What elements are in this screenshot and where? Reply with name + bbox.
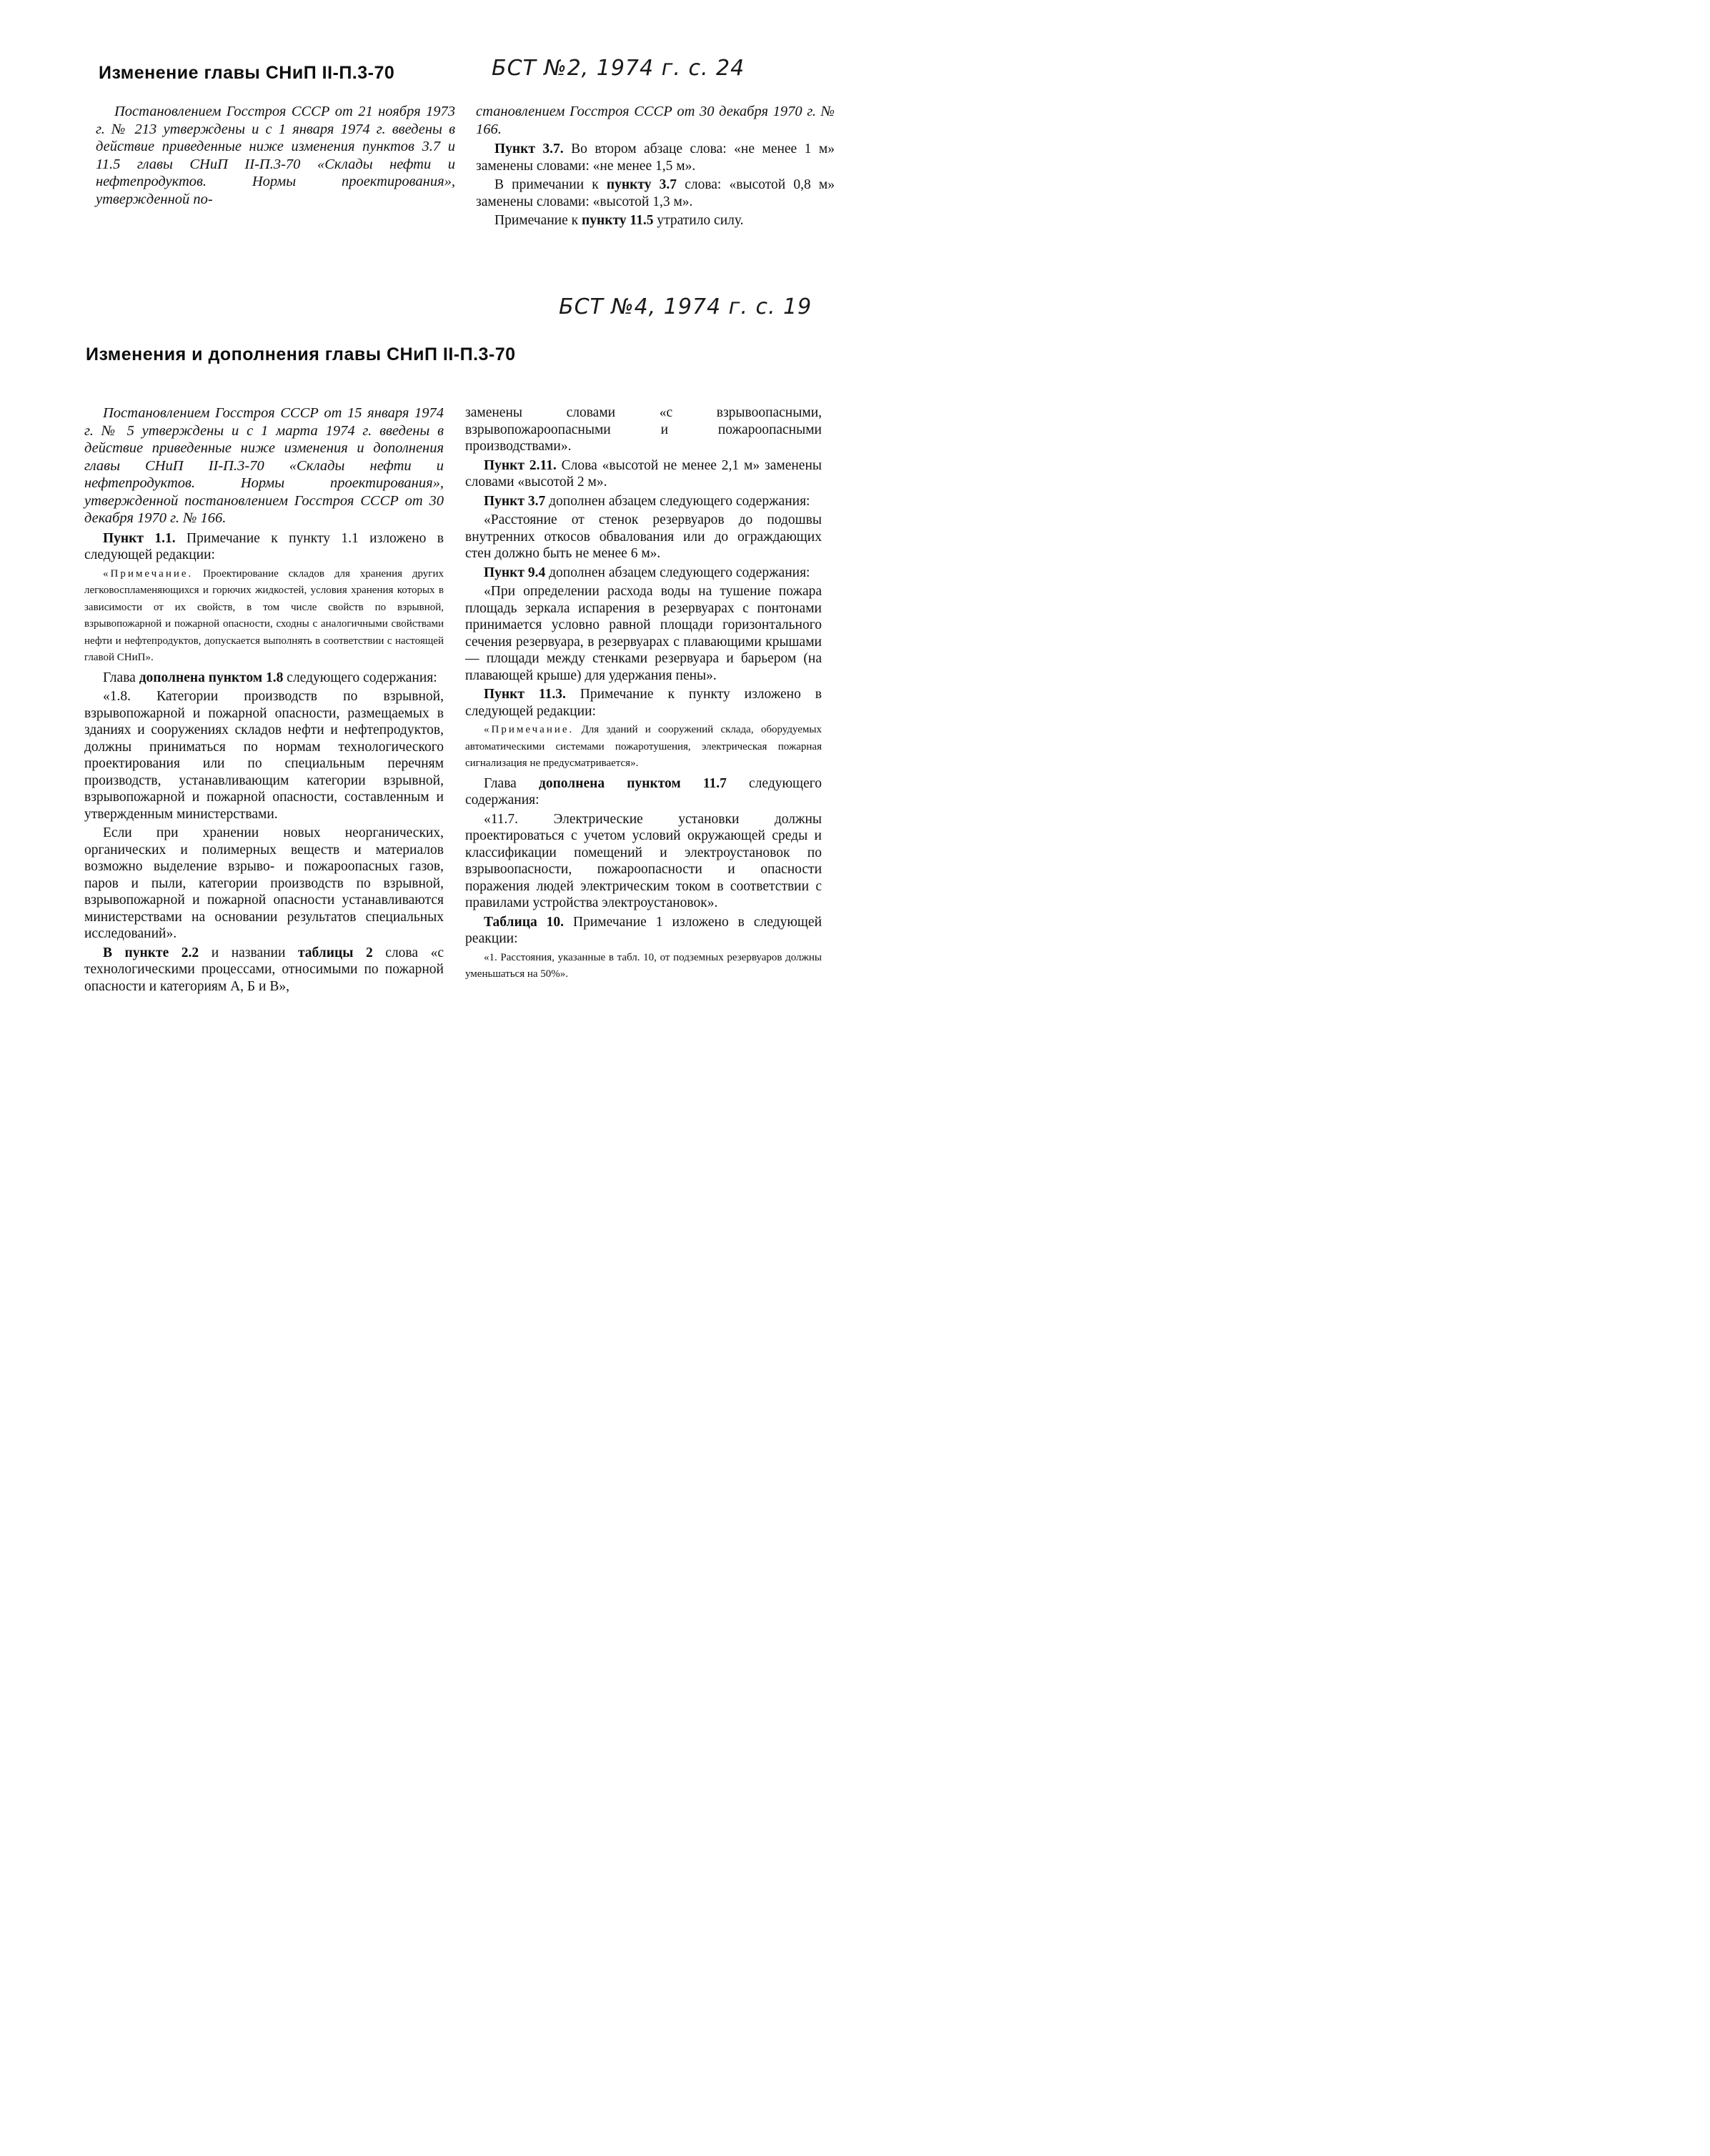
text-run: Примечание к [494,213,582,228]
paragraph [465,914,822,948]
bold-reference: дополнена пунктом 1.8 [139,670,284,685]
text-run: Примечание к пункту 1.1 изложено в следующей редакции: [84,530,444,562]
text-run: «1. Расстояния, указанные в табл. 10, от подземных резервуаров должны уменьшаться на 50%». [465,951,822,980]
bold-reference: Пункт 3.7. [494,141,564,157]
paragraph-continued [465,404,822,455]
text-run: Постановлением Госстроя СССР от 15 января 1974 г. № 5 утверждены и с 1 марта 1974 г. введены в действие приведенные ниже изменения и дополнения главы СНиП II-П.3-70 «Склады нефти и нефтепродуктов. Нормы проектирования», утвержденной постановлением Госстроя СССР от 30 декабря 1970 г. № 166. [84,405,444,526]
text-run: «Расстояние от стенок резервуаров до подошвы внутренних откосов обвалования или до ограждающих стен должно быть не менее 6 м». [465,512,822,561]
paragraph [465,565,822,582]
bold-reference: Пункт 2.11. [484,457,557,473]
text-run: В примечании к [494,177,607,192]
bold-reference: Пункт 1.1. [103,530,176,546]
paragraph [465,583,822,684]
text-run: Проектирование складов для хранения других легковоспламеняющихся и горючих жидкостей, условия хранения которых в зависимости от их свойств, в том числе свойств по взрывной, взрывопожарной и пожарной опасности, сходны с аналогичными свойствами нефти и нефтепродуктов, допускается выполнять в соответствии с настоящей главой СНиП». [84,567,444,663]
text-run: слова «с технологическими процессами, относимыми по пожарной опасности и категориям А, Б и В», [84,945,444,994]
paragraph [465,493,822,510]
bold-reference: Пункт 3.7 [484,493,546,509]
section1-right-column [476,103,835,232]
bold-reference: пункту 3.7 [606,177,677,192]
section1-handwritten-note: БСТ №2, 1974 г. с. 24 [492,56,745,81]
text-run: «11.7. Электрические установки должны проектироваться с учетом условий окружающей среды и классификации помещений и электроустановок по взрывоопасности, пожароопасности и опасности поражения людей электрическим током в соответствии с правилами устройства электроустановок». [465,811,822,910]
paragraph [84,670,444,687]
paragraph [465,811,822,912]
text-run: Для зданий и сооружений склада, оборудуемых автоматическими системами пожаротушения, электрическая пожарная сигнализация не предусматривается». [465,724,822,769]
text-run: заменены словами «с взрывоопасными, взрывопожароопасными и пожароопасными производствами». [465,405,822,454]
text-run: дополнен абзацем следующего содержания: [545,493,810,509]
paragraph [84,825,444,943]
bold-reference: В пункте 2.2 [103,945,199,960]
section1-left-column [96,103,455,211]
paragraph [465,457,822,491]
text-run: утратило силу. [653,213,744,228]
note-label: «Примечание. [484,724,575,735]
text-run: становлением Госстроя СССР от 30 декабря 1970 г. № 166. [476,104,835,137]
note-paragraph [84,566,444,667]
text-run: Во втором абзаце слова: «не менее 1 м» заменены словами: «не менее 1,5 м». [476,141,835,174]
text-run: следующего содержания: [465,775,822,808]
paragraph [84,945,444,995]
note-paragraph [465,722,822,773]
bold-reference: Пункт 11.3. [484,687,566,702]
intro-paragraph [96,103,455,208]
section2-handwritten-note: БСТ №4, 1974 г. с. 19 [559,294,812,319]
section1-heading: Изменение главы СНиП II-П.3-70 [99,63,395,83]
note-paragraph [465,950,822,983]
section2-right-column [465,404,822,986]
bold-reference: пункту 11.5 [582,213,654,228]
intro-paragraph-continued [476,103,835,138]
text-run: Если при хранении новых неорганических, органических и полимерных веществ и материалов возможно выделение взрыво- и пожароопасных газов, паров и пыли, категории производств по взрывной, взрывопожарной и пожарной опасности устанавливаются министерствами на основании результатов специальных исследований». [84,825,444,941]
bold-reference: таблицы 2 [297,945,373,960]
note-label: «Примечание. [103,567,194,580]
text-run: и названии [199,945,298,960]
paragraph [84,688,444,823]
paragraph [476,177,835,210]
text-run: Глава [484,775,539,791]
paragraph [465,686,822,720]
text-run: «При определении расхода воды на тушение пожара площадь зеркала испарения в резервуарах с понтонами принимается условно равной площади горизонтального сечения резервуара, в резервуарах с плавающими крышами — площади между стенками резервуара и барьером (на плавающей крыше) для удержания пены». [465,584,822,683]
text-run: Примечание к пункту изложено в следующей редакции: [465,687,822,719]
text-run: Глава [103,670,139,685]
intro-paragraph [84,404,444,527]
section2-left-column [84,404,444,997]
text-run: «1.8. Категории производств по взрывной, взрывопожарной и пожарной опасности, размещаемых в зданиях и сооружениях складов нефти и нефтепродуктов, должны приниматься по нормам технологического проектирования или по специальным перечням производств, устанавливающим категории взрывной, взрывопожарной и пожарной опасности, составленным и утвержденным министерствами. [84,689,444,822]
text-run: следующего содержания: [283,670,437,685]
text-run: дополнен абзацем следующего содержания: [545,565,810,580]
bold-reference: Пункт 9.4 [484,565,546,580]
paragraph [476,212,835,229]
paragraph [476,141,835,174]
paragraph [465,512,822,562]
paragraph [465,775,822,809]
text-run: Слова «высотой не менее 2,1 м» заменены словами «высотой 2 м». [465,457,822,490]
text-run: Постановлением Госстроя СССР от 21 ноября 1973 г. № 213 утверждены и с 1 января 1974 г. введены в действие приведенные ниже изменения пунктов 3.7 и 11.5 главы СНиП II-П.3-70 «Склады нефти и нефтепродуктов. Нормы проектирования», утвержденной по- [96,104,455,207]
paragraph [84,530,444,564]
bold-reference: Таблица 10. [484,914,565,930]
text-run: Примечание 1 изложено в следующей реакции: [465,914,822,946]
section2-heading: Изменения и дополнения главы СНиП II-П.3-70 [86,344,516,364]
bold-reference: дополнена пунктом 11.7 [538,775,727,791]
text-run: слова: «высотой 0,8 м» заменены словами: «высотой 1,3 м». [476,177,835,209]
